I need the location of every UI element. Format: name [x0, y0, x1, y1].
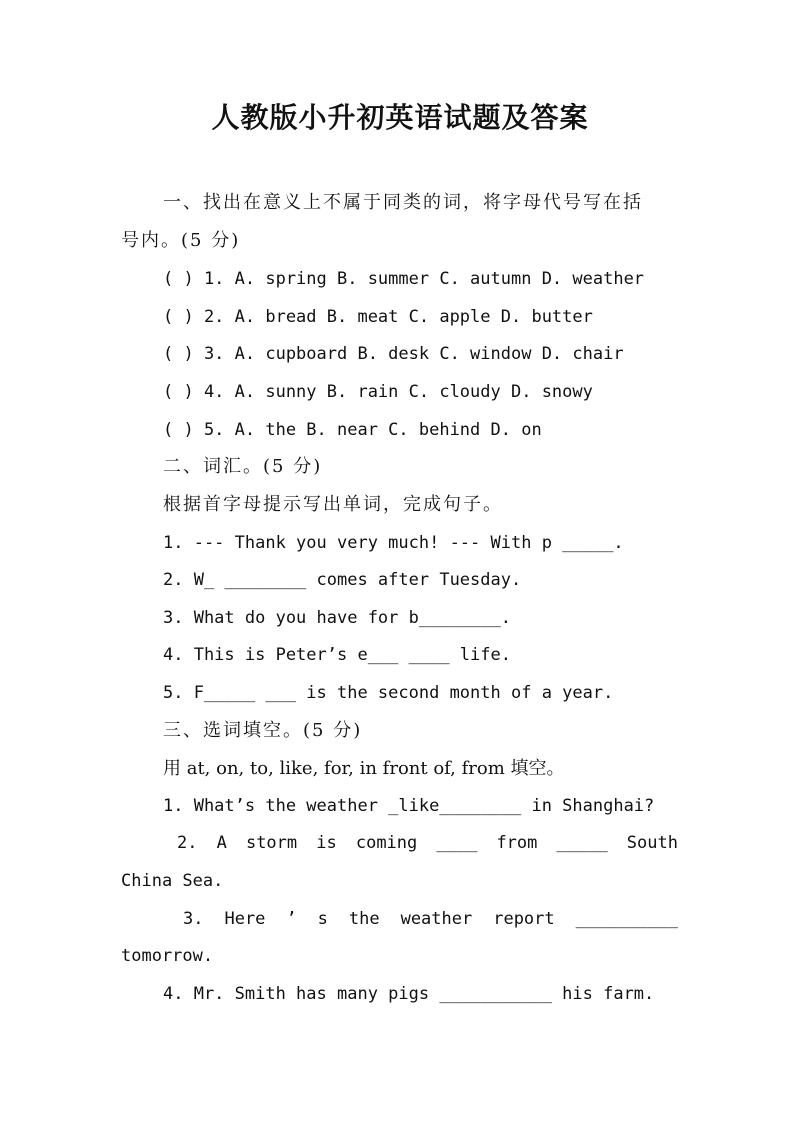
word: coming: [355, 833, 418, 853]
word: 2.: [177, 833, 198, 853]
question-line-justified: [177, 831, 678, 855]
section3-instruction: 用 at, on, to, like, for, in front of, from 填空。: [163, 758, 565, 779]
question-line-cont: tomorrow.: [121, 946, 214, 966]
question-line: ( ) 5. A. the B. near C. behind D. on: [163, 420, 542, 440]
word: South: [626, 833, 678, 853]
question-line: ( ) 1. A. spring B. summer C. autumn D. weather: [163, 269, 645, 289]
word: ’: [286, 909, 297, 929]
question-line: 5. F_____ ___ is the second month of a year.: [163, 683, 614, 703]
question-line: 1. What’s the weather _like________ in Shanghai?: [163, 796, 655, 816]
section1-heading-cont: 号内。(5 分): [121, 230, 241, 251]
page-title: 人教版小升初英语试题及答案: [211, 101, 589, 134]
section3-heading: 三、选词填空。(5 分): [163, 720, 363, 741]
question-line: 4. Mr. Smith has many pigs ___________ his farm.: [163, 984, 655, 1004]
word: weather: [400, 909, 473, 929]
word: ____: [436, 833, 478, 853]
question-line-cont: China Sea.: [121, 871, 224, 891]
question-line: 4. This is Peter’s e___ ____ life.: [163, 645, 511, 665]
word: __________: [575, 909, 678, 929]
word: 3.: [183, 909, 204, 929]
word: the: [348, 909, 380, 929]
question-line: 3. What do you have for b________.: [163, 608, 511, 628]
section2-instruction: 根据首字母提示写出单词，完成句子。: [163, 494, 503, 515]
section2-heading: 二、词汇。(5 分): [163, 456, 323, 477]
question-line: 1. --- Thank you very much! --- With p _____.: [163, 533, 624, 553]
word: _____: [556, 833, 608, 853]
question-line: 2. W_ ________ comes after Tuesday.: [163, 570, 522, 590]
word: s: [317, 909, 328, 929]
word: storm: [245, 833, 298, 853]
word: is: [316, 833, 337, 853]
question-line: ( ) 3. A. cupboard B. desk C. window D. chair: [163, 344, 624, 364]
question-line: ( ) 2. A. bread B. meat C. apple D. butter: [163, 307, 593, 327]
word: Here: [224, 909, 266, 929]
word: report: [493, 909, 555, 929]
question-line: ( ) 4. A. sunny B. rain C. cloudy D. snowy: [163, 382, 593, 402]
question-line-justified: [183, 907, 678, 931]
word: from: [496, 833, 538, 853]
word: A: [216, 833, 227, 853]
section1-heading: 一、找出在意义上不属于同类的词，将字母代号写在括: [163, 192, 643, 213]
